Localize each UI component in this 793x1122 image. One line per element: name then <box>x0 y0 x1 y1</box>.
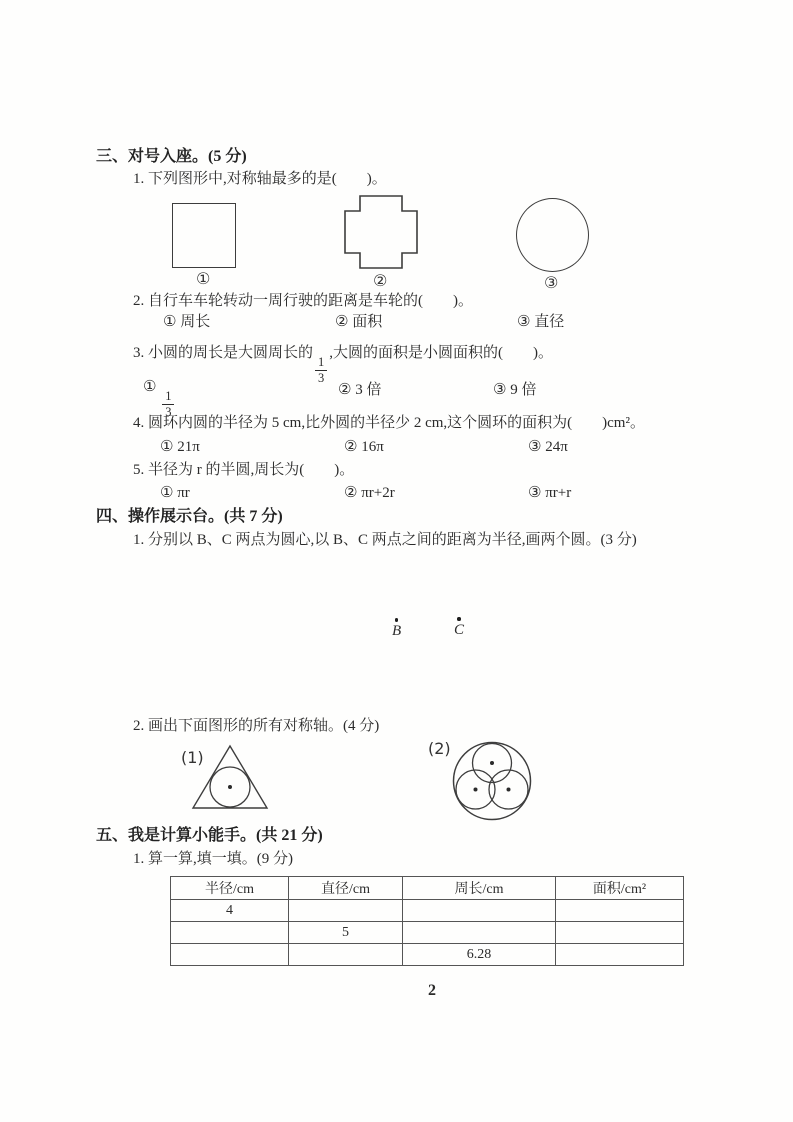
s3-q1-text: 1. 下列图形中,对称轴最多的是( )。 <box>133 171 387 187</box>
s3-q5-option-2: ② πr+2r <box>344 485 395 501</box>
figure-2-label: (2) <box>428 739 451 758</box>
table-cell <box>556 900 684 922</box>
table-cell <box>403 922 556 944</box>
s3-q2-option-3: ③ 直径 <box>517 314 565 330</box>
point-c <box>454 617 464 639</box>
table-cell <box>289 944 403 966</box>
s3-q3-text-after: ,大圆的面积是小圆面积的( )。 <box>329 345 554 361</box>
fraction-numerator: 1 <box>162 390 174 405</box>
table-cell <box>403 900 556 922</box>
point-c-dot-icon <box>457 617 461 621</box>
table-header-row <box>171 877 684 900</box>
fraction-denominator: 3 <box>318 371 325 386</box>
s3-q3-option-1-label: ① <box>143 379 157 395</box>
table-header-circumference: 周长/cm <box>403 877 556 900</box>
s3-q2-option-1: ① 周长 <box>163 314 211 330</box>
table-header-diameter: 直径/cm <box>289 877 403 900</box>
section-3-heading: 三、对号入座。(5 分) <box>96 148 247 165</box>
fraction-numerator: 1 <box>315 356 327 371</box>
square-figure-label: ① <box>196 269 211 288</box>
s3-q4-option-1: ① 21π <box>160 439 200 455</box>
calculation-table <box>170 876 684 966</box>
section-4-heading: 四、操作展示台。(共 7 分) <box>96 508 283 525</box>
table-cell <box>556 922 684 944</box>
point-b-dot-icon <box>395 618 399 622</box>
s3-q3-text-before: 3. 小圆的周长是大圆周长的 <box>133 345 314 361</box>
s3-q2-text: 2. 自行车车轮转动一周行驶的距离是车轮的( )。 <box>133 293 473 309</box>
s3-q3-text <box>133 344 553 385</box>
table-cell: 4 <box>171 900 289 922</box>
point-b-label: B <box>392 622 402 639</box>
s3-q4-option-2: ② 16π <box>344 439 384 455</box>
section-5-heading: 五、我是计算小能手。(共 21 分) <box>96 827 323 844</box>
table-cell <box>171 944 289 966</box>
s3-q5-text: 5. 半径为 r 的半圆,周长为( )。 <box>133 462 355 478</box>
s4-q1-text: 1. 分别以 B、C 两点为圆心,以 B、C 两点之间的距离为半径,画两个圆。(3 分) <box>133 532 637 548</box>
table-row <box>171 900 684 922</box>
fraction-denominator: 3 <box>165 405 172 420</box>
table-header-area: 面积/cm² <box>556 877 684 900</box>
figure-1-label: (1) <box>181 748 204 767</box>
cross-figure <box>344 195 418 269</box>
table-cell: 6.28 <box>403 944 556 966</box>
point-b <box>392 618 401 640</box>
square-figure <box>172 203 236 268</box>
table-cell <box>289 900 403 922</box>
s3-q3-option-3: ③ 9 倍 <box>493 382 537 398</box>
s3-q5-option-3: ③ πr+r <box>528 485 572 501</box>
s3-q3-option-2: ② 3 倍 <box>338 382 382 398</box>
point-c-label: C <box>454 621 465 638</box>
one-third-fraction <box>315 356 327 385</box>
circle-figure-label: ③ <box>544 273 559 292</box>
page-number: 2 <box>428 982 436 999</box>
s3-q2-option-2: ② 面积 <box>335 314 383 330</box>
table-header-radius: 半径/cm <box>171 877 289 900</box>
circle-figure <box>516 198 589 272</box>
table-cell: 5 <box>289 922 403 944</box>
s3-q5-option-1: ① πr <box>160 485 190 501</box>
s5-q1-text: 1. 算一算,填一填。(9 分) <box>133 851 293 867</box>
triangle-inscribed-circle-figure <box>188 741 272 813</box>
table-cell <box>556 944 684 966</box>
circle-with-three-circles-figure <box>452 740 534 824</box>
table-row <box>171 944 684 966</box>
s3-q4-option-3: ③ 24π <box>528 439 568 455</box>
s4-q2-text: 2. 画出下面图形的所有对称轴。(4 分) <box>133 718 380 734</box>
s3-q4-text: 4. 圆环内圆的半径为 5 cm,比外圆的半径少 2 cm,这个圆环的面积为( )cm²。 <box>133 415 645 431</box>
cross-figure-label: ② <box>373 271 388 290</box>
table-cell <box>171 922 289 944</box>
table-row <box>171 922 684 944</box>
